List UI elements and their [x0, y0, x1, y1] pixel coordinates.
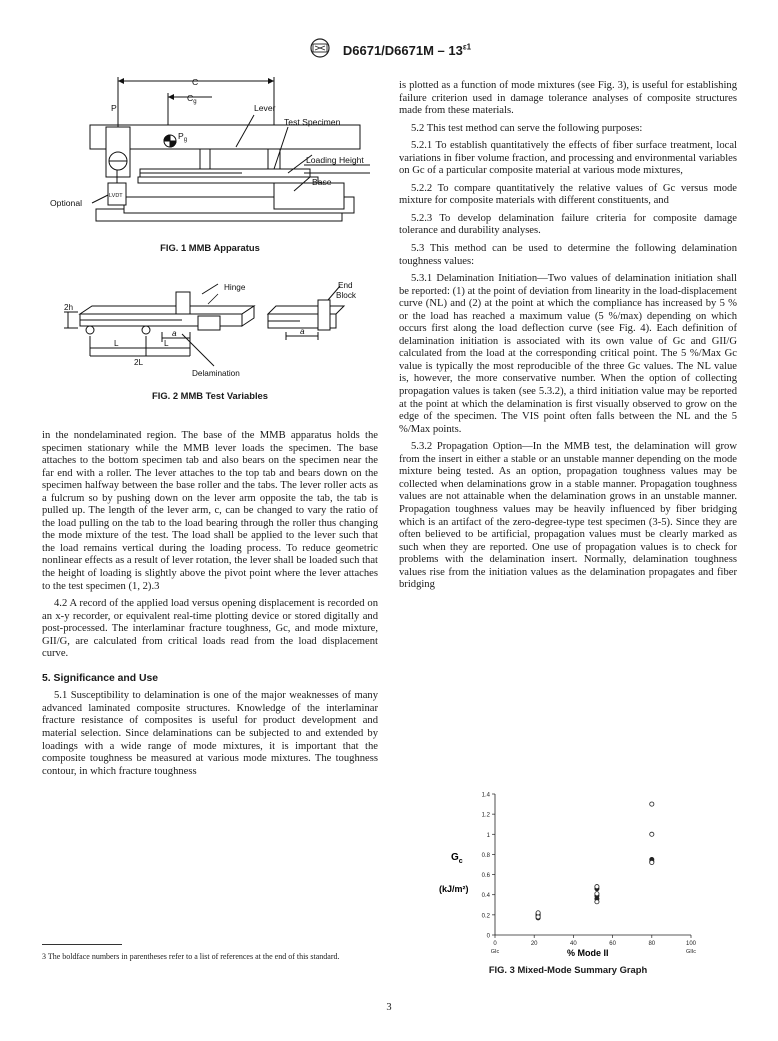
page-header	[0, 38, 778, 63]
right-paragraph-1: is plotted as a function of mode mixtures (see Fig. 3), is useful for establishing failure criterion used in damage tolerance analyses of composite structures made from these materials.	[399, 80, 737, 117]
paragraph-5-3-1: 5.3.1 Delamination Initiation—Two values of delamination initiation shall be reported: (1) at the point of deviation from linearity in the load-displacement curve (NL) and (2) at the point at which the compliance has increased by 5 % or the load has reached a maximum value (5 %/max) depending on which occurs first along the load deflection curve (see Fig. 4). Each definition of delamination initiation is associated with its own value of Gc and GII/G calculated from the load at the corresponding critical point. The 5 %/Max Gc value is typically the most reproducible of the three Gc values. The NL value is, however, the more conservative number. When the option of collecting propagation values is taken (see 5.3.2), a third initiation value may be reported at the point at which the delamination is first visually observed to grow on the edge of the specimen. The VIS point often falls between the NL and the 5 %/Max points.	[399, 273, 737, 435]
left-column	[42, 430, 378, 783]
section-5-title: 5. Significance and Use	[42, 672, 159, 684]
fig2-label-2L: 2L	[134, 358, 144, 367]
astm-logo	[307, 38, 333, 63]
fig2-label-end: End	[338, 281, 353, 290]
fig2-label-a1: a	[172, 329, 177, 338]
fig1-label-base: Base	[312, 177, 332, 187]
paragraph-5-2-1: 5.2.1 To establish quantitatively the effects of fiber surface treatment, local variations in fiber volume fraction, and processing and environmental variables on Gc of a particular composite material at various mode mixtures,	[399, 140, 737, 177]
paragraph-5-3-2: 5.3.2 Propagation Option—In the MMB test, the delamination will grow from the insert in either a stable or an unstable manner depending on the mode mixture being tested. As an option, propagation toughness values may be collected when delaminations grow in a stable manner. Propagation toughness values are not attainable when the delamination grows in an unstable manner. Propagation toughness values may be heavily influenced by fiber bridging which is an artifact of the zero-degree-type test specimen (3-5). Since they are often believed to be artificial, propagation values must be clearly marked as such when they are reported. One use of propagation values is to check for problems with the delamination insert. Normally, delamination toughness values rise from the initiation values as the delamination propagates and fiber bridging	[399, 441, 737, 591]
fig2-label-L2: L	[164, 339, 169, 348]
right-column	[399, 80, 737, 597]
chart-xlabel: % Mode II	[567, 948, 609, 958]
chart-point	[595, 900, 599, 904]
fig1-label-loading-height: Loading Height	[306, 155, 364, 165]
left-paragraph-2: 4.2 A record of the applied load versus opening displacement is recorded on an x-y recorder, or equivalent real-time plotting device or stored digitally and post-processed. The interlaminar fracture toughness, Gc, and mode mixture, GII/G, are calculated from critical loads read from the load displacement curve.	[42, 598, 378, 660]
chart-x-end-label-right: GIIc	[685, 949, 697, 955]
fig1-label-specimen: Test Specimen	[284, 117, 341, 127]
fig1-label-pg: $P_g$	[178, 131, 188, 143]
fig1-label-c: C	[192, 77, 199, 87]
chart-ylabel-units: (kJ/m²)	[439, 884, 469, 894]
fig1-label-p: P	[111, 103, 117, 113]
footnote: 3 The boldface numbers in parentheses refer to a list of references at the end of this standard.	[42, 952, 340, 961]
chart-point	[536, 915, 540, 919]
chart-point	[595, 892, 599, 896]
fig2-label-hinge: Hinge	[224, 283, 246, 292]
fig1-label-lvdt: LVDT	[109, 193, 123, 199]
designation: $D6671/D6671M - 13^{\varepsilon 1}$	[342, 42, 472, 59]
chart-ylabel-g: $G_c$	[451, 852, 463, 865]
chart-x-tick-label: 40	[570, 941, 577, 947]
chart-x-tick-label: 0	[493, 941, 497, 947]
paragraph-5-2-3: 5.2.3 To develop delamination failure criteria for composite damage tolerance and durability analyses.	[399, 212, 737, 237]
chart-y-tick-label: 0.6	[481, 873, 490, 880]
fig2-label-a2: a	[300, 327, 305, 336]
left-paragraph-1: in the nondelaminated region. The base of the MMB apparatus holds the specimen stationary while the MMB lever loads the specimen. The base attaches to the bottom specimen tab and also bears on the specimen near the far end with a roller. The lever attaches to the top tab and bears down on the specimen halfway between the base roller and the tabs. The lever roller acts as a fulcrum so by pushing down on the lever arm opposite the tab, the tab is pulled up. The length of the lever arm, c, can be changed to vary the ratio of the load pulling on the tab to the load bearing through the roller thus changing the mode mixture of the test. The load shall be applied to the lever such that the load remains vertical during the loading process. To reduce geometric nonlinear effects as a result of lever rotation, the lever shall be loaded such that the height of loading is slightly above the pivot point where the lever attaches to the test specimen (1, 2).3	[42, 430, 378, 592]
chart-point	[595, 885, 599, 889]
chart-x-tick-label: 20	[530, 941, 538, 947]
fig2-caption: FIG. 2 MMB Test Variables	[151, 390, 268, 401]
fig1-caption: FIG. 1 MMB Apparatus	[160, 242, 260, 253]
chart-y-tick-label: 0	[486, 933, 490, 940]
chart-point	[650, 802, 654, 806]
fig2-label-block: Block	[336, 291, 357, 300]
chart-x-tick-label: 100	[685, 941, 697, 947]
fig2-label-delamination: Delamination	[192, 369, 240, 378]
fig1-label-lever: Lever	[254, 103, 276, 113]
chart-y-tick-label: 1	[486, 832, 490, 839]
chart-y-tick-label: 0.4	[481, 893, 490, 900]
paragraph-5-3: 5.3 This method can be used to determine the following delamination toughness values:	[399, 243, 737, 267]
paragraph-5-2-2: 5.2.2 To compare quantitatively the relative values of Gc versus mode mixture for composite materials with different constituents, and	[399, 182, 737, 207]
fig1-mmb-apparatus	[42, 73, 378, 245]
paragraph-5-2: 5.2 This test method can serve the following purposes:	[411, 122, 643, 134]
fig2-label-L1: L	[114, 339, 119, 348]
fig1-label-cg: $C_g$	[187, 93, 197, 105]
chart-point	[650, 860, 654, 864]
fig3-caption: FIG. 3 Mixed-Mode Summary Graph	[488, 964, 648, 975]
footnote-rule	[42, 944, 122, 945]
fig1-label-optional: Optional	[50, 198, 83, 208]
chart-x-end-label-left: GIc	[490, 949, 500, 955]
chart-x-tick-label: 80	[648, 941, 656, 947]
chart-x-tick-label: 60	[609, 941, 616, 947]
page-number: 3	[386, 1002, 392, 1013]
chart-y-tick-label: 0.2	[481, 913, 490, 920]
chart-point	[650, 832, 654, 836]
fig2-mmb-test-variables	[42, 276, 378, 386]
paragraph-5-1: 5.1 Susceptibility to delamination is one of the major weaknesses of many advanced laminated composite structures. Knowledge of the interlaminar fracture resistance of composites is useful for product development and material selection. Since delaminations can be subjected to and extended by loadings with a wide range of mode mixtures, it is important that the composite toughness be measured at various mode mixtures. The toughness contour, in which fracture toughness	[42, 690, 378, 777]
fig2-label-2h: 2h	[64, 303, 74, 312]
chart-y-tick-label: 1.4	[481, 792, 490, 799]
fig3-mixed-mode-chart	[399, 780, 737, 960]
chart-point	[536, 911, 540, 915]
chart-y-tick-label: 1.2	[481, 812, 490, 819]
chart-y-tick-label: 0.8	[481, 852, 490, 859]
